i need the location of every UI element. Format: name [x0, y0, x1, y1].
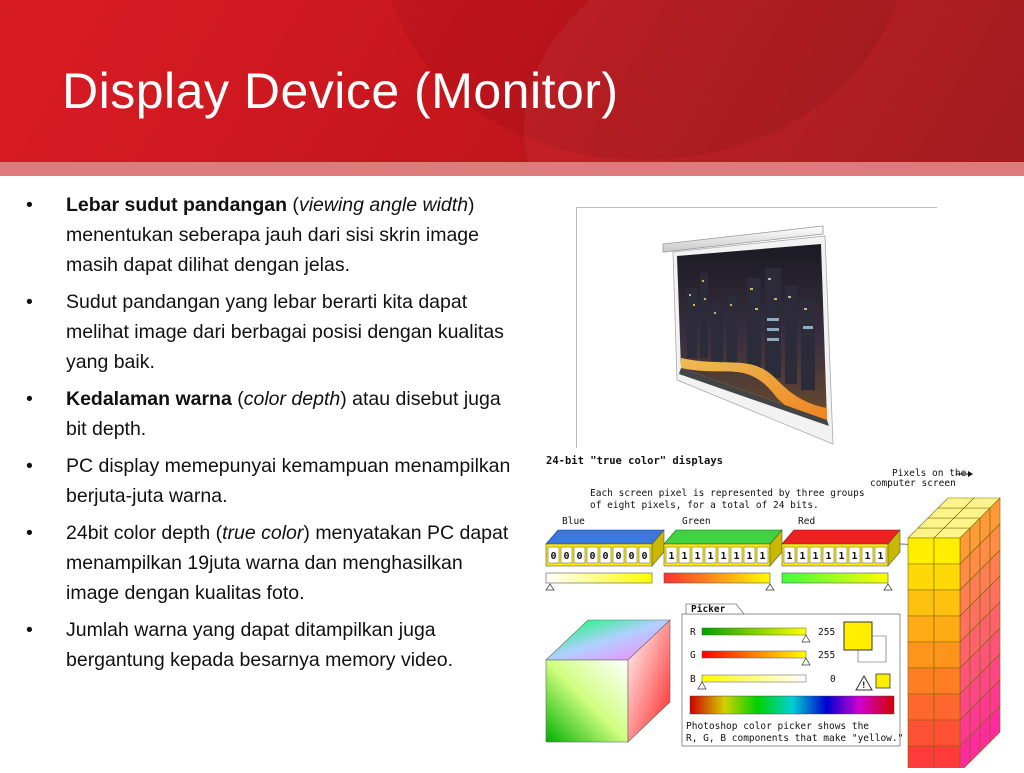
bit-value: 1 [786, 551, 793, 562]
channel-label-g: G [690, 650, 696, 661]
bold-term: Kedalaman warna [66, 388, 232, 410]
true-color-diagram [540, 452, 1024, 768]
bit-value: 0 [563, 551, 570, 562]
bullet-text: ) menentukan seberapa jauh dari sisi skrin image masih dapat dilihat dengan jelas. [66, 194, 479, 276]
bullet-text: 24bit color depth ( [66, 522, 223, 544]
bit-value: 1 [681, 551, 688, 562]
diagram-description: of eight pixels, for a total of 24 bits. [590, 500, 819, 511]
gamut-color-swatch [876, 674, 890, 688]
blue-channel-bar [546, 573, 652, 583]
bullet-text: ) atau disebut juga bit depth. [66, 388, 501, 440]
r-value: 255 [818, 627, 836, 638]
spectrum-shade [690, 696, 894, 714]
bullet-list-container [26, 190, 514, 682]
italic-term: color depth [243, 388, 341, 410]
bullet-item [26, 287, 514, 377]
bit-value: 0 [641, 551, 648, 562]
bullet-item [26, 384, 514, 444]
bullet-item [26, 190, 514, 280]
header-divider [0, 162, 1024, 176]
b-slider-track[interactable] [702, 675, 806, 682]
projector-screen-photo [576, 207, 937, 448]
warning-icon-mark: ! [862, 680, 866, 690]
group-label-blue: Blue [562, 516, 585, 527]
projector-screen-image [577, 208, 937, 448]
bit-value: 1 [746, 551, 753, 562]
pixel-cell [934, 668, 960, 694]
pixel-cell [934, 720, 960, 746]
slider-marker-icon [766, 584, 774, 590]
pixel-cell [908, 538, 934, 564]
pixel-cell [908, 720, 934, 746]
bit-value: 0 [576, 551, 583, 562]
pixel-cell [908, 616, 934, 642]
pixel-cell [934, 538, 960, 564]
slider-marker-icon [546, 584, 554, 590]
pixels-label: Pixels on the [892, 468, 967, 479]
bullet-dot: • [26, 194, 33, 216]
diagram-heading: 24-bit "true color" displays [546, 455, 724, 467]
slider-marker-icon [884, 584, 892, 590]
bullet-text: ( [287, 194, 299, 216]
pixel-cell [908, 564, 934, 590]
pixel-cell [908, 668, 934, 694]
current-color-swatch [844, 622, 872, 650]
bit-value: 0 [615, 551, 622, 562]
bit-value: 0 [602, 551, 609, 562]
pixel-grid-cube [908, 498, 1000, 768]
bullet-item [26, 615, 514, 675]
channel-label-b: B [690, 674, 696, 685]
bullet-item [26, 451, 514, 511]
slide-title: Display Device (Monitor) [62, 63, 619, 119]
pixel-cell [908, 746, 934, 768]
bullet-text: ( [231, 388, 244, 410]
rgb-color-cube [546, 620, 670, 742]
bold-term: Lebar sudut pandangan [66, 194, 288, 216]
pixel-cell [934, 746, 960, 768]
green-channel-bar [664, 573, 770, 583]
pixels-label: computer screen [870, 478, 956, 489]
diagram-description: Each screen pixel is represented by three groups [590, 488, 865, 499]
bit-value: 1 [720, 551, 727, 562]
group-label-red: Red [798, 516, 816, 527]
bit-value: 1 [733, 551, 740, 562]
bit-value: 1 [825, 551, 832, 562]
bit-value: 1 [668, 551, 675, 562]
bit-value: 0 [628, 551, 635, 562]
bit-value: 1 [851, 551, 858, 562]
bullet-dot: • [26, 522, 33, 544]
group-label-green: Green [682, 516, 711, 527]
picker-title: Picker [691, 604, 726, 615]
bit-value: 0 [550, 551, 557, 562]
italic-term: viewing angle width [298, 194, 469, 216]
bullet-text: Jumlah warna yang dapat ditampilkan juga bergantung kepada besarnya memory video. [66, 619, 453, 671]
pixel-cell [908, 694, 934, 720]
bit-value: 1 [812, 551, 819, 562]
pixels-arrow-head [968, 471, 973, 477]
g-value: 255 [818, 650, 836, 661]
bullet-item [26, 518, 514, 608]
bullet-dot: • [26, 619, 33, 641]
bit-value: 1 [759, 551, 766, 562]
bullet-dot: • [26, 291, 33, 313]
pixel-cell [908, 642, 934, 668]
bullet-text: ) menyatakan PC dapat menampilkan 19juta warna dan menghasilkan image dengan kualitas foto. [66, 522, 509, 604]
bullet-list [26, 190, 514, 675]
bullet-dot: • [26, 455, 33, 477]
bit-value: 1 [707, 551, 714, 562]
bit-value: 1 [694, 551, 701, 562]
pixel-cell [934, 590, 960, 616]
channel-label-r: R [690, 627, 696, 638]
pixel-cell [908, 590, 934, 616]
bit-value: 1 [877, 551, 884, 562]
red-channel-bar [782, 573, 888, 583]
bullet-dot: • [26, 388, 33, 410]
pixel-cell [934, 564, 960, 590]
bit-value: 1 [799, 551, 806, 562]
bit-value: 0 [589, 551, 596, 562]
pixel-cell [934, 642, 960, 668]
true-color-diagram-svg [540, 452, 1024, 768]
bullet-text: PC display memepunyai kemampuan menampilkan berjuta-juta warna. [66, 455, 511, 507]
r-slider-track[interactable] [702, 628, 806, 635]
pixel-cell [934, 616, 960, 642]
g-slider-track[interactable] [702, 651, 806, 658]
bit-value: 1 [864, 551, 871, 562]
color-picker-panel [682, 604, 903, 746]
bit-value: 1 [838, 551, 845, 562]
slide-header [0, 0, 1024, 162]
bullet-text: Sudut pandangan yang lebar berarti kita dapat melihat image dari berbagai posisi dengan kualitas yang baik. [66, 291, 504, 373]
pixel-cell [934, 694, 960, 720]
italic-term: true color [222, 522, 304, 544]
picker-caption: Photoshop color picker shows the [686, 721, 870, 732]
b-value: 0 [830, 674, 836, 685]
picker-caption: R, G, B components that make "yellow." [686, 733, 904, 744]
